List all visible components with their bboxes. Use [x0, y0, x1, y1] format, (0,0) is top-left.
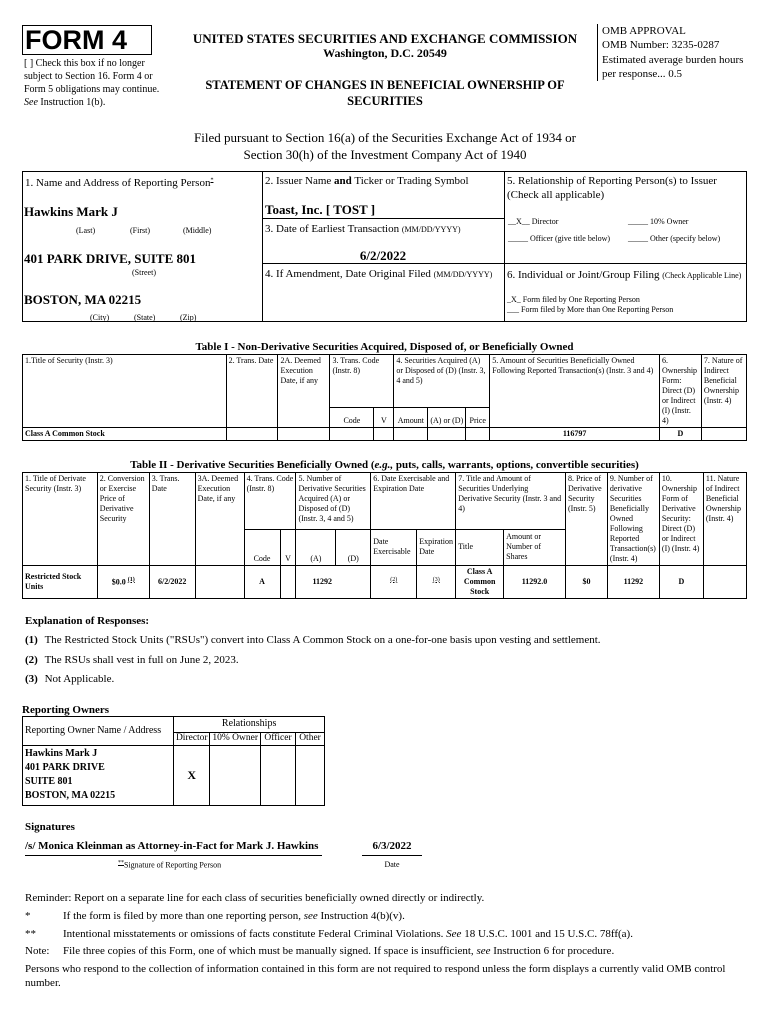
signer-name: /s/ Monica Kleinman as Attorney-in-Fact for Mark J. Hawkins: [25, 839, 322, 856]
street-label: (Street): [132, 268, 156, 277]
state-label: (State): [134, 313, 156, 322]
t2-row-security: Restricted Stock Units: [23, 566, 98, 599]
t2-h-trans-date: 3. Trans. Date: [149, 473, 195, 566]
issuer-name: Toast, Inc. [ TOST ]: [265, 202, 376, 217]
director-checkbox[interactable]: __X__ Director: [508, 217, 559, 226]
t2-sub-exercisable: Date Exercisable: [371, 529, 417, 565]
owners-h-ten-pct: 10% Owner: [210, 732, 261, 745]
derivative-table: [22, 472, 747, 599]
note-star-text: If the form is filed by more than one reporting person, see Instruction 4(b)(v).: [63, 910, 405, 922]
explanation-item: (1) The Restricted Stock Units ("RSUs") convert into Class A Common Stock on a one-for-one basis upon vesting and settlement.: [25, 634, 601, 646]
reporting-person-name: Hawkins Mark J: [24, 204, 118, 219]
t2-h-trans-code: 4. Trans. Code (Instr. 8): [244, 473, 296, 530]
box6-label: 6. Individual or Joint/Group Filing (Check Applicable Line): [507, 269, 742, 281]
ten-pct-owner-checkbox[interactable]: _____ 10% Owner: [628, 217, 689, 226]
t2-row-title: Class A Common Stock: [456, 566, 504, 599]
form-title-box: [22, 25, 152, 55]
t1-h-amount-owned: 5. Amount of Securities Beneficially Owned Following Reported Transaction(s) (Instr. 3 and 4): [490, 355, 660, 428]
t2-h-owned: 9. Number of derivative Securities Beneficially Owned Following Reported Transaction(s) (Instr. 4): [607, 473, 659, 566]
t2-row-deriv-price: $0: [565, 566, 607, 599]
divider: [262, 171, 263, 322]
t2-sub-amount: Amount or Number of Shares: [504, 529, 566, 565]
omb-burden: Estimated average burden hours per response... 0.5: [602, 53, 744, 80]
other-checkbox[interactable]: _____ Other (specify below): [628, 234, 721, 243]
zip-label: (Zip): [180, 313, 197, 322]
omb-box: [597, 24, 747, 81]
box5-label: 5. Relationship of Reporting Person(s) to Issuer (Check all applicable): [507, 175, 717, 202]
t2-h-underlying: 7. Title and Amount of Securities Underlying Derivative Security (Instr. 3 and 4): [456, 473, 566, 530]
owners-address: Hawkins Mark J 401 PARK DRIVE SUITE 801 BOSTON, MA 02215: [23, 745, 174, 805]
date-label: Date: [384, 860, 400, 869]
t1-h-ownership-form: 6. Ownership Form: Direct (D) or Indirect (I) (Instr. 4): [659, 355, 701, 428]
t2-h-dates: 6. Date Exercisable and Expiration Date: [371, 473, 456, 530]
t2-h-conversion-price: 2. Conversion or Exercise Price of Derivative Security: [97, 473, 149, 566]
t2-row-date: 6/2/2022: [149, 566, 195, 599]
owners-h-name: Reporting Owner Name / Address: [23, 717, 174, 746]
t2-row-acquired: 11292: [296, 566, 371, 599]
middle-label: (Middle): [183, 226, 212, 235]
t1-row-form: D: [659, 428, 701, 441]
reporting-person-city: BOSTON, MA 02215: [24, 292, 142, 307]
first-label: (First): [130, 226, 150, 235]
filed-pursuant: Filed pursuant to Section 16(a) of the Securities Exchange Act of 1934 or Section 30(h) of the Investment Company Act of 1940: [194, 130, 576, 162]
reporting-owners-title: Reporting Owners: [22, 704, 110, 716]
owners-director-mark: X: [174, 745, 210, 805]
reminder-text: Reminder: Report on a separate line for each class of securities beneficially owned directly or indirectly.: [25, 892, 485, 904]
table1-title: Table I - Non-Derivative Securities Acquired, Disposed of, or Beneficially Owned: [195, 341, 574, 353]
commission-city: Washington, D.C. 20549: [323, 46, 447, 60]
signature-label: **Signature of Reporting Person: [118, 860, 222, 870]
box1-label: 1. Name and Address of Reporting Person*: [25, 177, 214, 189]
owners-h-other: Other: [296, 732, 325, 745]
footnote-2-link[interactable]: (2): [390, 576, 398, 583]
t2-row-form: D: [659, 566, 703, 599]
t2-h-number: 5. Number of Derivative Securities Acquired (A) or Disposed of (D) (Instr. 3, 4 and 5): [296, 473, 371, 530]
t1-row-security: Class A Common Stock: [23, 428, 227, 441]
multi-person-filing-option[interactable]: ___ Form filed by More than One Reporting Person: [507, 305, 674, 314]
t2-sub-code: Code: [244, 529, 280, 565]
t1-sub-v: V: [374, 407, 394, 427]
one-person-filing-option[interactable]: _X_ Form filed by One Reporting Person: [507, 295, 640, 304]
t1-h-trans-date: 2. Trans. Date: [226, 355, 278, 428]
table-row: [23, 745, 325, 805]
form-title: FORM 4: [25, 25, 128, 55]
city-label: (City): [90, 313, 110, 322]
t2-row-code: A: [244, 566, 280, 599]
last-label: (Last): [76, 226, 96, 235]
t2-h-deriv-price: 8. Price of Derivative Security (Instr. 5): [565, 473, 607, 566]
officer-checkbox[interactable]: _____ Officer (give title below): [508, 234, 611, 243]
t2-h-nature: 11. Nature of Indirect Beneficial Ownership (Instr. 4): [703, 473, 746, 566]
no-longer-subject-checkbox-text[interactable]: [ ] Check this box if no longer subject to Section 16. Form 4 or Form 5 obligations may continue. See Instruction 1(b).: [24, 58, 160, 108]
persons-notice: Persons who respond to the collection of information contained in this form are not required to respond unless the form displays a currently valid OMB control number.: [25, 963, 726, 990]
box4-label: 4. If Amendment, Date Original Filed (MM/DD/YYYY): [265, 268, 493, 280]
t2-sub-a: (A): [296, 529, 336, 565]
owners-h-relationships: Relationships: [174, 717, 325, 733]
t1-h-title: 1.Title of Security (Instr. 3): [23, 355, 227, 428]
reporting-person-street: 401 PARK DRIVE, SUITE 801: [24, 251, 197, 266]
note-label: Note:: [25, 945, 50, 957]
t1-row-amount: 116797: [490, 428, 660, 441]
t1-sub-a-or-d: (A) or (D): [428, 407, 466, 427]
note-double-star-text: Intentional misstatements or omissions of facts constitute Federal Criminal Violations. See 18 U.S.C. 1001 and 15 U.S.C. 78ff(a).: [63, 928, 633, 940]
explanation-item: (3) Not Applicable.: [25, 673, 115, 685]
note-double-star: **: [25, 928, 36, 940]
statement-title: STATEMENT OF CHANGES IN BENEFICIAL OWNERSHIP OF SECURITIES: [205, 78, 565, 109]
explanation-item: (2) The RSUs shall vest in full on June 2, 2023.: [25, 654, 239, 666]
note-text: File three copies of this Form, one of which must be manually signed. If space is insufficient, see Instruction 6 for procedure.: [63, 945, 615, 957]
omb-approval: OMB APPROVAL: [602, 25, 686, 37]
t1-h-trans-code: 3. Trans. Code (Instr. 8): [330, 355, 394, 408]
owners-h-director: Director: [174, 732, 210, 745]
note-star: *: [25, 910, 31, 922]
commission-name: UNITED STATES SECURITIES AND EXCHANGE COMMISSION: [192, 31, 578, 46]
earliest-transaction-date: 6/2/2022: [359, 248, 407, 263]
t2-row-price: $0.0 $^{(1)}$: [97, 566, 149, 599]
omb-number: OMB Number: 3235-0287: [602, 39, 720, 52]
t1-h-deemed-date: 2A. Deemed Execution Date, if any: [278, 355, 330, 428]
table-row: [23, 566, 747, 599]
box3-label: 3. Date of Earliest Transaction (MM/DD/YYYY): [265, 223, 461, 235]
footnote-3-link[interactable]: (3): [432, 576, 440, 583]
footnote-1-link[interactable]: (1): [127, 576, 135, 583]
owners-h-officer: Officer: [261, 732, 296, 745]
divider: [504, 171, 505, 322]
t1-h-acquired: 4. Securities Acquired (A) or Disposed of (D) (Instr. 3, 4 and 5): [394, 355, 490, 408]
t2-h-ownership-form: 10. Ownership Form of Derivative Security: Direct (D) or Indirect (I) (Instr. 4): [659, 473, 703, 566]
t1-sub-code: Code: [330, 407, 374, 427]
t2-sub-d: (D): [336, 529, 371, 565]
t2-sub-expiration: Expiration Date: [417, 529, 456, 565]
table2-title: Table II - Derivative Securities Beneficially Owned (e.g., puts, calls, warrants, options, convertible securities): [130, 459, 639, 471]
signatures-title: Signatures: [25, 821, 75, 833]
t1-sub-amount: Amount: [394, 407, 428, 427]
signature-date: 6/3/2022: [362, 839, 422, 856]
t2-sub-v: V: [280, 529, 296, 565]
reporting-owners-table: [22, 716, 325, 806]
t2-h-title: 1. Title of Derivate Security (Instr. 3): [23, 473, 98, 566]
t1-h-nature: 7. Nature of Indirect Beneficial Ownership (Instr. 4): [701, 355, 746, 428]
explanation-title: Explanation of Responses:: [25, 615, 150, 627]
t2-row-shares: 11292.0: [504, 566, 566, 599]
t2-row-owned: 11292: [607, 566, 659, 599]
table-row: [23, 428, 747, 441]
box2-label: 2. Issuer Name and Ticker or Trading Symbol: [265, 175, 469, 187]
non-derivative-table: [22, 354, 747, 441]
t2-h-deemed-date: 3A. Deemed Execution Date, if any: [195, 473, 244, 566]
t2-sub-title: Title: [456, 529, 504, 565]
t1-sub-price: Price: [466, 407, 490, 427]
